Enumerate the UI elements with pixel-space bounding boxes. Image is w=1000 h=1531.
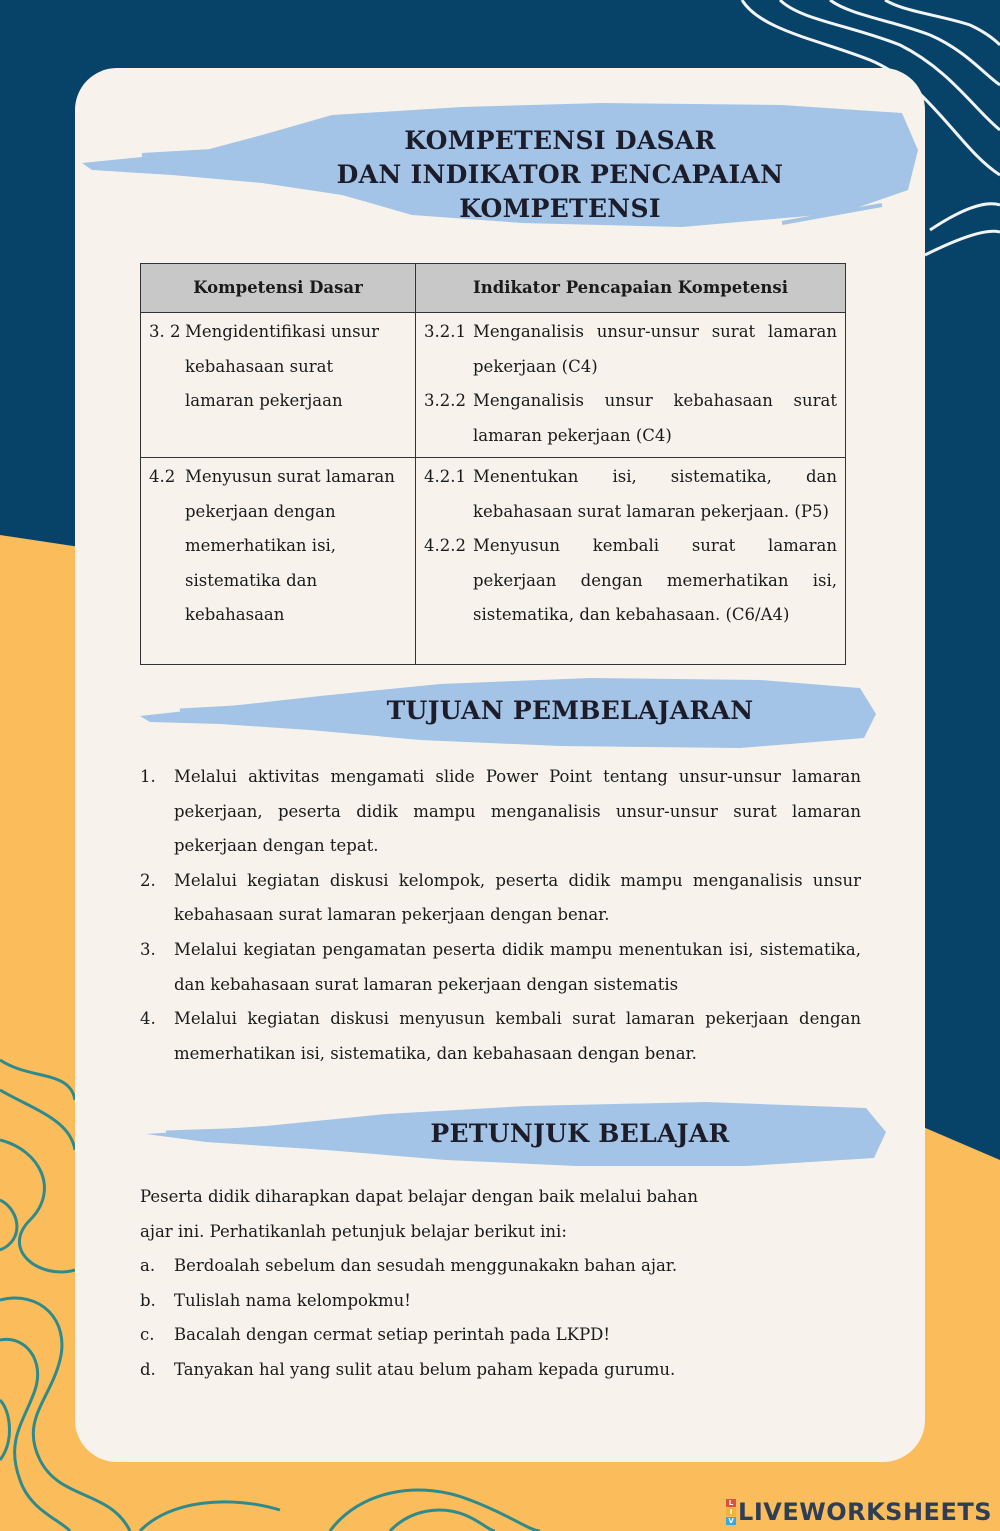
kd-cell: [141, 313, 416, 458]
logo-letter-l: L: [726, 1499, 736, 1507]
indicator-text: Menganalisis unsur kebahasaan surat lamaran pekerjaan (C4): [473, 391, 837, 445]
list-item-number: 4.: [140, 1009, 156, 1029]
indicator-item: [424, 529, 837, 633]
table-header-row: [141, 264, 846, 313]
liveworksheets-logo-icon: [726, 1499, 736, 1525]
list-item: [140, 864, 861, 933]
heading-kompetensi: [250, 124, 870, 226]
heading-petunjuk: PETUNJUK BELAJAR: [430, 1119, 730, 1148]
indicator-text: Menentukan isi, sistematika, dan kebahasaan surat lamaran pekerjaan. (P5): [473, 467, 837, 521]
indicator-number: 4.2.1: [424, 467, 466, 486]
list-item-number: 1.: [140, 767, 156, 786]
logo-letter-i: I: [726, 1508, 736, 1516]
indicator-text: Menganalisis unsur-unsur surat lamaran pekerjaan (C4): [473, 322, 837, 376]
list-item-letter: c.: [140, 1325, 155, 1345]
list-item: [140, 933, 861, 1002]
kd-text: Menyusun surat lamaran pekerjaan dengan memerhatikan isi, sistematika dan kebahasaan: [185, 467, 395, 624]
ipk-cell: [416, 458, 846, 665]
indicator-text: Menyusun kembali surat lamaran pekerjaan dengan memerhatikan isi, sistematika, dan kebahasaan. (C6/A4): [473, 536, 837, 624]
indicator-item: [424, 384, 837, 453]
petunjuk-intro: Peserta didik diharapkan dapat belajar dengan baik melalui bahan ajar ini. Perhatikanlah petunjuk belajar berikut ini:: [140, 1187, 698, 1241]
table-header-kd: Kompetensi Dasar: [141, 264, 416, 313]
table-row: [141, 313, 846, 458]
kd-item: [149, 315, 407, 419]
kd-text: Mengidentifikasi unsur kebahasaan surat lamaran pekerjaan: [185, 322, 380, 410]
kd-number: 4.2: [149, 467, 176, 486]
list-item-text: Berdoalah sebelum dan sesudah menggunakakn bahan ajar.: [174, 1256, 678, 1275]
kd-cell: [141, 458, 416, 665]
kd-number: 3. 2: [149, 322, 181, 341]
indicator-item: [424, 315, 837, 384]
liveworksheets-logo: [726, 1499, 992, 1525]
indicator-number: 3.2.1: [424, 322, 466, 341]
list-item-text: Tulislah nama kelompokmu!: [174, 1290, 411, 1310]
list-item-text: Melalui aktivitas mengamati slide Power Point tentang unsur-unsur lamaran pekerjaan, peserta didik mampu menganalisis unsur-unsur surat lamaran pekerjaan dengan tepat.: [174, 767, 861, 856]
heading-tujuan: TUJUAN PEMBELAJARAN: [386, 696, 754, 725]
list-item: [140, 1284, 861, 1319]
list-item-text: Melalui kegiatan diskusi menyusun kembali surat lamaran pekerjaan dengan memerhatikan isi, sistematika, dan kebahasaan dengan benar.: [174, 1009, 861, 1063]
petunjuk-list: [140, 1249, 861, 1387]
list-item-text: Tanyakan hal yang sulit atau belum paham kepada gurumu.: [174, 1359, 676, 1379]
table-header-ipk: Indikator Pencapaian Kompetensi: [416, 264, 846, 313]
list-item-letter: d.: [140, 1359, 156, 1379]
list-item-text: Melalui kegiatan diskusi kelompok, peserta didik mampu menganalisis unsur kebahasaan surat lamaran pekerjaan dengan benar.: [174, 870, 861, 925]
indicator-item: [424, 460, 837, 529]
list-item: [140, 1249, 861, 1284]
logo-letter-v: V: [726, 1517, 736, 1525]
kd-item: [149, 460, 407, 633]
list-item-number: 2.: [140, 870, 156, 890]
list-item: [140, 1353, 861, 1388]
list-item-number: 3.: [140, 939, 156, 959]
indicator-number: 4.2.2: [424, 536, 466, 555]
liveworksheets-logo-text: LIVEWORKSHEETS: [738, 1498, 992, 1526]
indicator-number: 3.2.2: [424, 391, 466, 410]
list-item-text: Melalui kegiatan pengamatan peserta didik mampu menentukan isi, sistematika, dan kebahasaan surat lamaran pekerjaan dengan sistematis: [174, 939, 861, 994]
list-item-letter: a.: [140, 1256, 156, 1275]
heading-kompetensi-line2: DAN INDIKATOR PENCAPAIAN KOMPETENSI: [336, 160, 784, 223]
heading-kompetensi-line1: KOMPETENSI DASAR: [404, 126, 716, 155]
table-row: [141, 458, 846, 665]
tujuan-list: [140, 760, 861, 1071]
competency-table: [140, 263, 846, 665]
list-item-letter: b.: [140, 1290, 156, 1310]
ipk-cell: [416, 313, 846, 458]
list-item: [140, 1318, 861, 1353]
list-item: [140, 1002, 861, 1071]
list-item-text: Bacalah dengan cermat setiap perintah pada LKPD!: [174, 1325, 611, 1345]
list-item: [140, 760, 861, 864]
